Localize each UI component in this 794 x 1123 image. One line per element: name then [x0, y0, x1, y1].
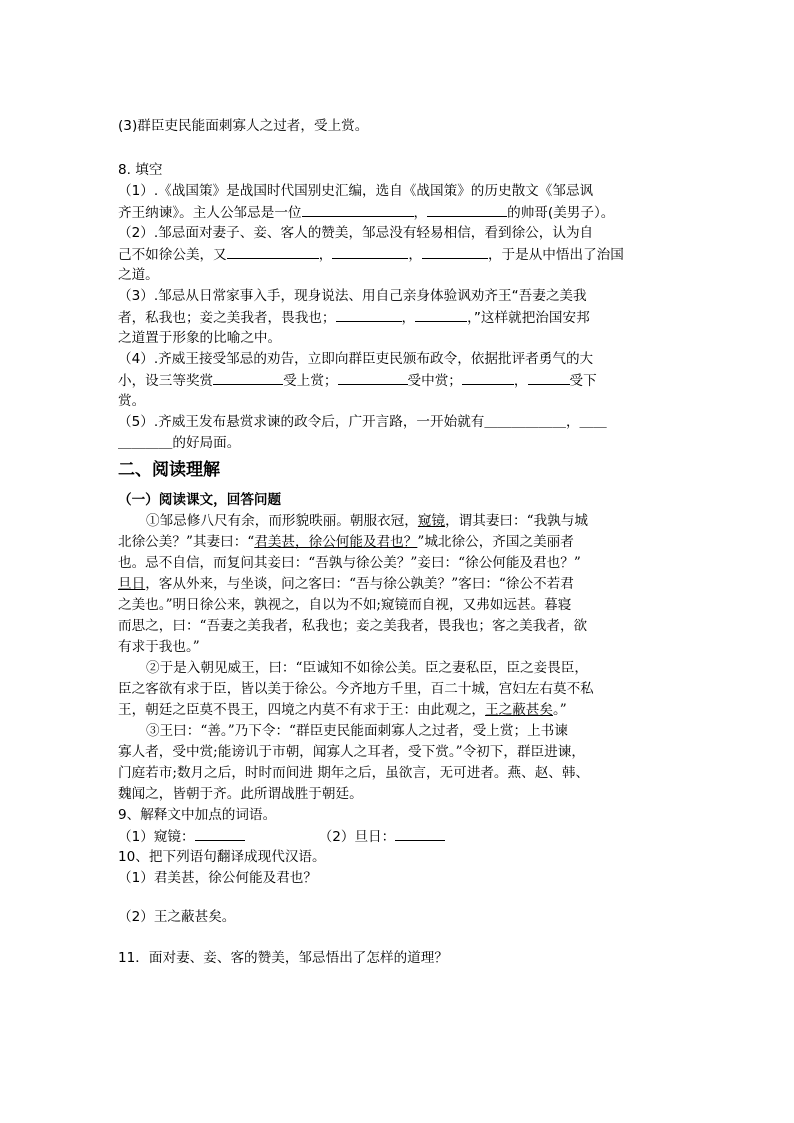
question-10: 10、把下列语句翻译成现代汉语。 — [118, 849, 326, 865]
q9-item-1: （1）窥镜： — [118, 829, 195, 845]
underlined-word-danri: 旦日 — [118, 576, 146, 592]
fill-4-text-b: 受上赏； — [283, 373, 338, 389]
fill-2-text-b: ， — [318, 247, 333, 263]
fill-4-blank-4[interactable] — [528, 370, 570, 385]
q9-blank-1[interactable] — [195, 826, 245, 841]
underlined-sentence-2: 王之蔽甚矣 — [485, 702, 553, 718]
fill-3-line-c: 之道置于形象的比喻之中。 — [118, 330, 282, 346]
passage-p2-line-1: ②于是入朝见威王，曰：“臣诚知不如徐公美。臣之妻私臣，臣之妾畏臣， — [146, 660, 588, 676]
section-heading: 二、阅读理解 — [118, 460, 220, 480]
fill-4-blank-2[interactable] — [338, 370, 408, 385]
passage-text: ，客从外来，与坐谈，问之客曰：“吾与徐公孰美？”客曰：“徐公不若君 — [145, 576, 574, 592]
fill-3-text-a: 者，私我也；妾之美我者，畏我也； — [118, 310, 336, 326]
fill-1-text-c: 的帅哥(美男子）。 — [507, 205, 615, 221]
fill-2-blank-1[interactable] — [227, 244, 319, 259]
fill-3-blank-1[interactable] — [336, 307, 402, 322]
fill-4-line-c: 赏。 — [118, 393, 146, 409]
answer-line-3: (3)群臣吏民能面刺寡人之过者，受上赏。 — [118, 118, 369, 134]
fill-4-text-c: 受中赏； — [407, 373, 462, 389]
fill-1-blank-2[interactable] — [427, 202, 507, 217]
passage-p1-line-3: 也。忌不自信，而复问其妾曰：“吾孰与徐公美？”妾曰：“徐公何能及君也？” — [118, 555, 581, 571]
passage-p3-line-1: ③王曰：“善。”乃下令：“群臣吏民能面刺寡人之过者，受上赏；上书谏 — [146, 723, 568, 739]
passage-p1-line-2 — [118, 532, 574, 552]
question-10-item-1: （1）君美甚，徐公何能及君也？ — [118, 870, 317, 886]
fill-2-text-a: 己不如徐公美，又 — [118, 247, 227, 263]
fill-1-line-a: （1）.《战国策》是战国时代国别史汇编，选自《战国策》的历史散文《邹忌讽 — [118, 183, 594, 199]
fill-1-text-a: 齐王纳谏》。主人公邹忌是一位 — [118, 205, 302, 221]
fill-3-line-a: （3）.邹忌从日常家事入手，现身说法、用自己亲身体验讽劝齐王“吾妻之美我 — [118, 288, 587, 304]
fill-4-text-d: ， — [513, 373, 528, 389]
fill-4-text-e: 受下 — [569, 373, 597, 389]
fill-4-blank-3[interactable] — [462, 370, 514, 385]
fill-2-line-a: （2）.邹忌面对妻子、妾、客人的赞美，邹忌没有轻易相信，看到徐公，认为自 — [118, 225, 594, 241]
fill-2-blank-3[interactable] — [422, 244, 488, 259]
question-8-title: 8. 填空 — [118, 162, 163, 178]
underlined-sentence-1: 君美甚，徐公何能及君也？ — [254, 534, 418, 550]
passage-text: 。” — [553, 702, 567, 718]
fill-4-blank-1[interactable] — [213, 370, 283, 385]
passage-p3-line-2: 寡人者，受中赏;能谤讥于市朝，闻寡人之耳者，受下赏。”令初下，群臣进谏， — [118, 744, 585, 760]
passage-p2-line-2: 臣之客欲有求于臣，皆以美于徐公。今齐地方千里，百二十城，宫妇左右莫不私 — [118, 681, 594, 697]
question-10-item-2: （2）王之蔽甚矣。 — [118, 909, 236, 925]
fill-3-line-b — [118, 307, 590, 328]
passage-p1-line-6: 而思之，曰：“吾妻之美我者，私我也；妾之美我者，畏我也；客之美我者，欲 — [118, 618, 588, 634]
fill-4-line-b — [118, 370, 597, 391]
fill-2-line-c: 之道。 — [118, 267, 159, 283]
question-9-items — [118, 826, 445, 847]
passage-p3-line-3: 门庭若市;数月之后，时时而间进 期年之后，虽欲言，无可进者。燕、赵、韩、 — [118, 765, 590, 781]
underlined-word-kuijing: 窥镜 — [417, 513, 446, 529]
q9-blank-2[interactable] — [395, 826, 445, 841]
passage-p1-line-1 — [146, 511, 588, 531]
passage-text: ①邹忌修八尺有余，而形貌昳丽。朝服衣冠， — [146, 513, 418, 529]
passage-text: 王，朝廷之臣莫不畏王，四境之内莫不有求于王：由此观之， — [118, 702, 486, 718]
fill-5-line-b: ＿＿＿＿的好局面。 — [118, 435, 241, 451]
fill-5-line-a: （5）.齐威王发布悬赏求谏的政令后，广开言路，一开始就有＿＿＿＿＿＿，＿＿ — [118, 414, 607, 430]
passage-text: 北徐公美？”其妻曰：“ — [118, 534, 255, 550]
passage-text: ，谓其妻曰：“我孰与城 — [445, 513, 588, 529]
fill-1-text-b: ， — [413, 205, 428, 221]
fill-2-line-b — [118, 244, 624, 265]
fill-1-blank-1[interactable] — [302, 202, 414, 217]
passage-p2-line-3 — [118, 700, 567, 720]
fill-1-line-b — [118, 202, 614, 223]
subsection-heading: （一）阅读课文，回答问题 — [118, 492, 282, 508]
q9-item-2: （2）旦日： — [318, 829, 396, 845]
passage-p1-line-7: 有求于我也。” — [118, 639, 200, 655]
fill-4-text-a: 小，设三等奖赏 — [118, 373, 214, 389]
fill-2-text-c: ， — [408, 247, 422, 263]
passage-p1-line-4 — [118, 574, 574, 594]
question-9: 9、解释文中加点的词语。 — [118, 807, 277, 823]
passage-text: ”城北徐公，齐国之美丽者 — [417, 534, 574, 550]
fill-2-text-d: ，于是从中悟出了治国 — [487, 247, 624, 263]
fill-2-blank-2[interactable] — [332, 244, 408, 259]
fill-3-text-c: ，”这样就把治国安邦 — [467, 310, 590, 326]
question-11: 11．面对妻、妾、客的赞美，邹忌悟出了怎样的道理？ — [118, 950, 448, 966]
fill-4-line-a: （4）.齐威王接受邹忌的劝告，立即向群臣吏民颁布政令，依据批评者勇气的大 — [118, 351, 594, 367]
fill-3-blank-2[interactable] — [415, 307, 467, 322]
passage-p3-line-4: 魏闻之，皆朝于齐。此所谓战胜于朝廷。 — [118, 786, 363, 802]
passage-p1-line-5: 之美也。”明日徐公来，孰视之，自以为不如;窥镜而自视，又弗如远甚。暮寝 — [118, 597, 572, 613]
fill-3-text-b: ， — [401, 310, 416, 326]
